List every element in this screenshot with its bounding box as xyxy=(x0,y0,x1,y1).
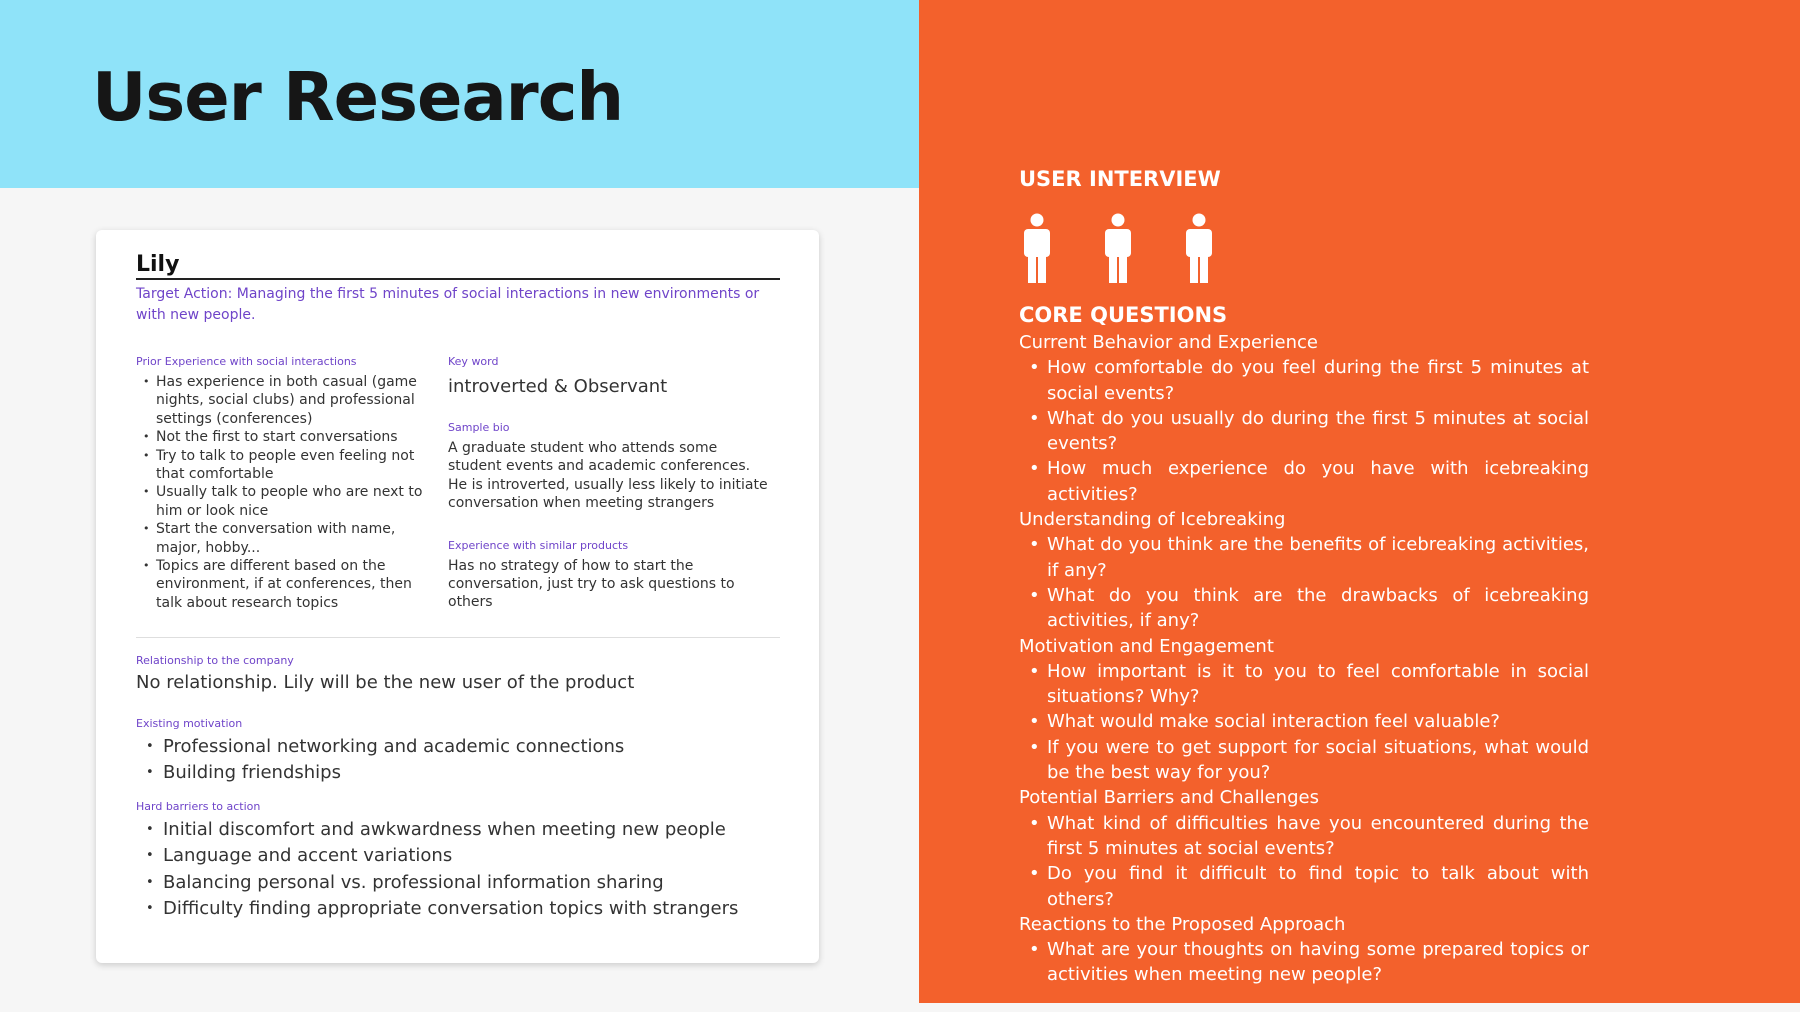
question-item: • What do you think are the drawbacks of icebreaking activities, if any? xyxy=(1019,583,1589,634)
list-item: • Building friendships xyxy=(136,760,786,786)
question-group-title: Potential Barriers and Challenges xyxy=(1019,787,1319,809)
list-item: • Professional networking and academic connections xyxy=(136,734,786,760)
barriers-label: Hard barriers to action xyxy=(136,800,261,813)
question-item: • What would make social interaction feel valuable? xyxy=(1019,709,1589,734)
question-list xyxy=(1019,659,1589,785)
relationship-label: Relationship to the company xyxy=(136,654,294,667)
keyword-label: Key word xyxy=(448,355,499,368)
list-item: • Balancing personal vs. professional information sharing xyxy=(136,870,786,896)
question-item: • Do you find it difficult to find topic to talk about with others? xyxy=(1019,861,1589,912)
person-icon xyxy=(1184,213,1214,283)
barriers-list xyxy=(136,817,786,922)
persona-card xyxy=(96,230,819,963)
keyword-value: introverted & Observant xyxy=(448,376,668,397)
prior-experience-label: Prior Experience with social interactions xyxy=(136,355,357,368)
question-item: • If you were to get support for social situations, what would be the best way for you? xyxy=(1019,735,1589,786)
question-group-title: Motivation and Engagement xyxy=(1019,635,1274,657)
question-list xyxy=(1019,532,1589,633)
interview-panel xyxy=(919,0,1800,1003)
sample-bio-label: Sample bio xyxy=(448,421,510,434)
list-item: • Initial discomfort and awkwardness when meeting new people xyxy=(136,817,786,843)
core-questions-heading: CORE QUESTIONS xyxy=(1019,303,1228,327)
list-item: • Has experience in both casual (game nights, social clubs) and professional settings (conferences) xyxy=(136,373,426,428)
target-action: Target Action: Managing the first 5 minutes of social interactions in new environments or with new people. xyxy=(136,286,760,323)
page-title: User Research xyxy=(92,58,624,136)
divider xyxy=(136,637,780,638)
similar-products-label: Experience with similar products xyxy=(448,538,629,552)
question-item: • How important is it to you to feel comfortable in social situations? Why? xyxy=(1019,659,1589,710)
list-item: • Language and accent variations xyxy=(136,843,786,869)
question-item: • What do you usually do during the first 5 minutes at social events? xyxy=(1019,406,1589,457)
question-group-title: Current Behavior and Experience xyxy=(1019,332,1318,353)
question-item: • How comfortable do you feel during the first 5 minutes at social events? xyxy=(1019,355,1589,406)
similar-products-text: Has no strategy of how to start the conversation, just try to ask questions to others xyxy=(448,557,735,611)
relationship-value: No relationship. Lily will be the new user of the product xyxy=(136,672,635,693)
motivation-label: Existing motivation xyxy=(136,717,243,730)
list-item: • Usually talk to people who are next to him or look nice xyxy=(136,483,426,520)
list-item: • Not the first to start conversations xyxy=(136,428,426,446)
question-group-title: Reactions to the Proposed Approach xyxy=(1019,913,1346,935)
question-list xyxy=(1019,811,1589,912)
list-item: • Topics are different based on the environment, if at conferences, then talk about research topics xyxy=(136,557,426,612)
question-item: • How much experience do you have with icebreaking activities? xyxy=(1019,456,1589,507)
question-item: • What do you think are the benefits of icebreaking activities, if any? xyxy=(1019,532,1589,583)
question-item: • What are your thoughts on having some prepared topics or activities when meeting new people? xyxy=(1019,937,1589,988)
core-questions xyxy=(1019,330,1589,988)
prior-experience-section xyxy=(136,355,426,612)
person-icon xyxy=(1103,213,1133,283)
prior-experience-list xyxy=(136,373,426,612)
motivation-list xyxy=(136,734,786,787)
question-list xyxy=(1019,355,1589,507)
list-item: • Start the conversation with name, major, hobby... xyxy=(136,520,426,557)
question-item: • What kind of difficulties have you encountered during the first 5 minutes at social events? xyxy=(1019,811,1589,862)
user-interview-heading: USER INTERVIEW xyxy=(1019,167,1221,191)
persona-details xyxy=(448,355,770,612)
title-banner xyxy=(0,0,919,188)
person-icon xyxy=(1022,213,1052,283)
question-list xyxy=(1019,937,1589,988)
question-group-title: Understanding of Icebreaking xyxy=(1019,509,1286,531)
persona-name: Lily xyxy=(136,252,780,280)
sample-bio-text: A graduate student who attends some student events and academic conferences. He is introverted, usually less likely to initiate conversation when meeting strangers xyxy=(448,440,768,512)
list-item: • Try to talk to people even feeling not that comfortable xyxy=(136,447,426,484)
list-item: • Difficulty finding appropriate conversation topics with strangers xyxy=(136,896,786,922)
